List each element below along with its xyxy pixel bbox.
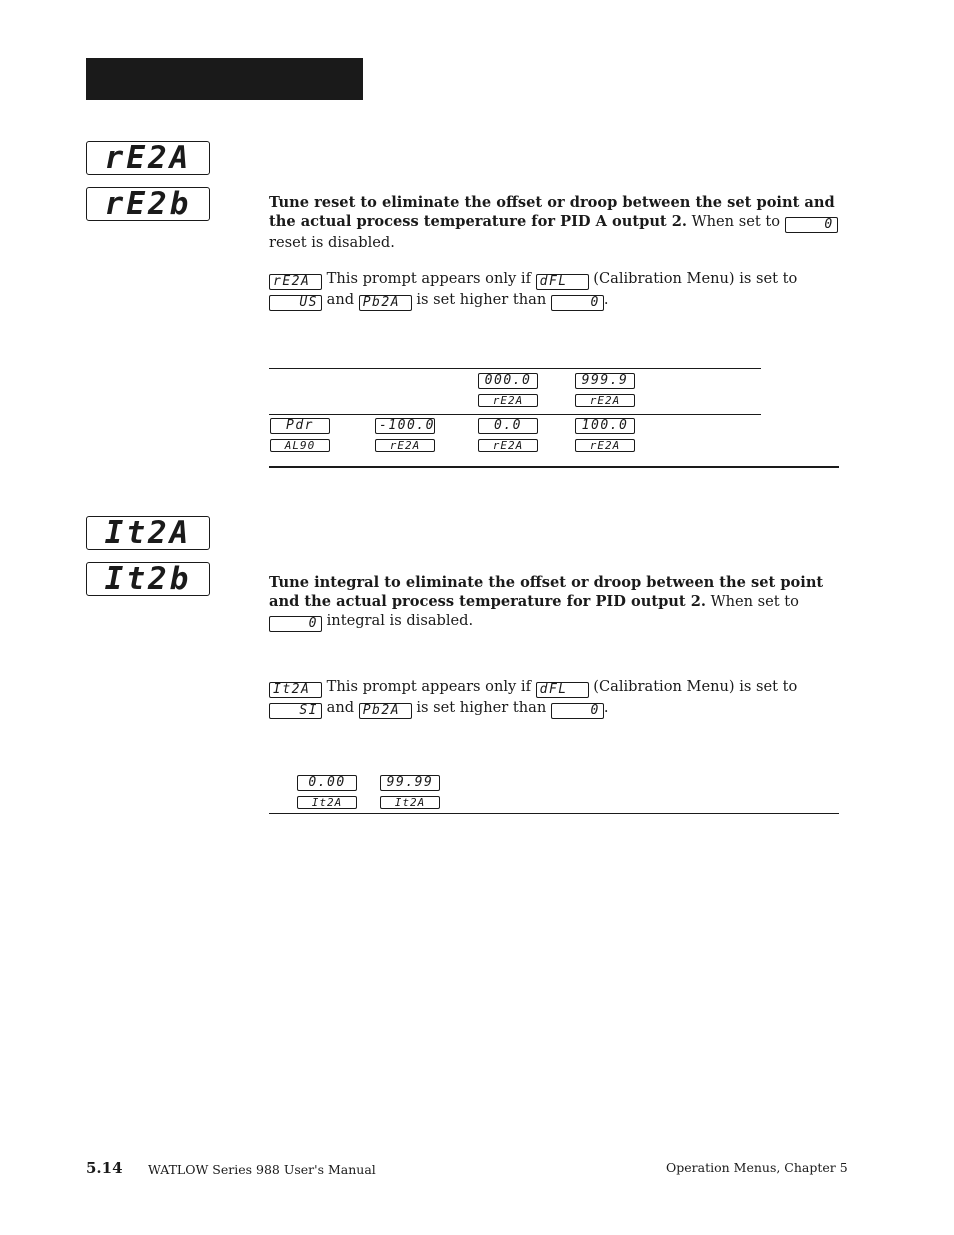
prompt-chip-re2a: rE2A [269, 274, 322, 290]
value-chip-si: SI [269, 703, 322, 719]
range-value: 100.0 [575, 418, 635, 434]
note-text: (Calibration Menu) is set to [588, 270, 798, 287]
note-text: . [603, 699, 609, 716]
note-text: and [322, 699, 359, 716]
table-mid-rule [269, 414, 761, 415]
prompt-chip-it2a: It2A [269, 682, 322, 698]
integral-description [269, 573, 841, 632]
prompt-display-it2b: It2b [86, 562, 210, 596]
note-text: . [603, 291, 609, 308]
chapter-title: Operation Menus, Chapter 5 [666, 1160, 848, 1175]
range-label: rE2A [478, 394, 538, 407]
section-divider [269, 813, 839, 814]
range-value: 000.0 [478, 373, 538, 389]
range-label: AL90 [270, 439, 330, 452]
reset-note [269, 269, 841, 311]
range-cell [575, 373, 635, 407]
integral-note [269, 677, 841, 719]
note-text: This prompt appears only if [322, 678, 536, 695]
range-label: rE2A [575, 439, 635, 452]
note-text: is set higher than [411, 699, 551, 716]
note-text: This prompt appears only if [322, 270, 536, 287]
manual-title: WATLOW Series 988 User's Manual [148, 1162, 376, 1177]
value-display-zero: 0 [269, 616, 322, 632]
range-value: 999.9 [575, 373, 635, 389]
note-text: is set higher than [411, 291, 551, 308]
note-text: (Calibration Menu) is set to [588, 678, 798, 695]
range-cell [478, 373, 538, 407]
range-label: It2A [297, 796, 357, 809]
reset-description-text: When set to [687, 213, 785, 230]
reset-description-end: reset is disabled. [269, 234, 395, 251]
value-chip-us: US [269, 295, 322, 311]
range-label: It2A [380, 796, 440, 809]
page-number: 5.14 [86, 1159, 123, 1177]
value-chip-zero: 0 [551, 295, 604, 311]
prompt-chip-pb2a: Pb2A [359, 703, 412, 719]
range-cell [575, 418, 635, 452]
range-label: rE2A [375, 439, 435, 452]
value-display-zero: 0 [785, 217, 838, 233]
prompt-chip-pb2a: Pb2A [359, 295, 412, 311]
integral-description-text: When set to [705, 593, 799, 610]
reset-description [269, 193, 841, 252]
range-value: -100.0 [375, 418, 435, 434]
range-value: Pdr [270, 418, 330, 434]
range-cell [270, 418, 330, 452]
range-value: 99.99 [380, 775, 440, 791]
range-cell [380, 775, 440, 809]
integral-description-bold: Tune integral to eliminate the offset or droop between the set point and the actual process temperature for PID output 2. [269, 574, 824, 610]
range-value: 0.00 [297, 775, 357, 791]
table-top-rule [269, 368, 761, 369]
header-bar [86, 58, 363, 100]
note-text: and [322, 291, 359, 308]
value-chip-zero: 0 [551, 703, 604, 719]
range-value: 0.0 [478, 418, 538, 434]
prompt-display-re2b: rE2b [86, 187, 210, 221]
prompt-chip-dfl: dFL [536, 274, 589, 290]
reset-description-bold: Tune reset to eliminate the offset or droop between the set point and the actual process temperature for PID A output 2. [269, 194, 835, 230]
prompt-chip-dfl: dFL [536, 682, 589, 698]
range-cell [478, 418, 538, 452]
section-divider [269, 466, 839, 468]
prompt-display-re2a: rE2A [86, 141, 210, 175]
range-label: rE2A [575, 394, 635, 407]
prompt-display-it2a: It2A [86, 516, 210, 550]
range-cell [375, 418, 435, 452]
integral-description-end: integral is disabled. [322, 612, 474, 629]
range-label: rE2A [478, 439, 538, 452]
range-cell [297, 775, 357, 809]
